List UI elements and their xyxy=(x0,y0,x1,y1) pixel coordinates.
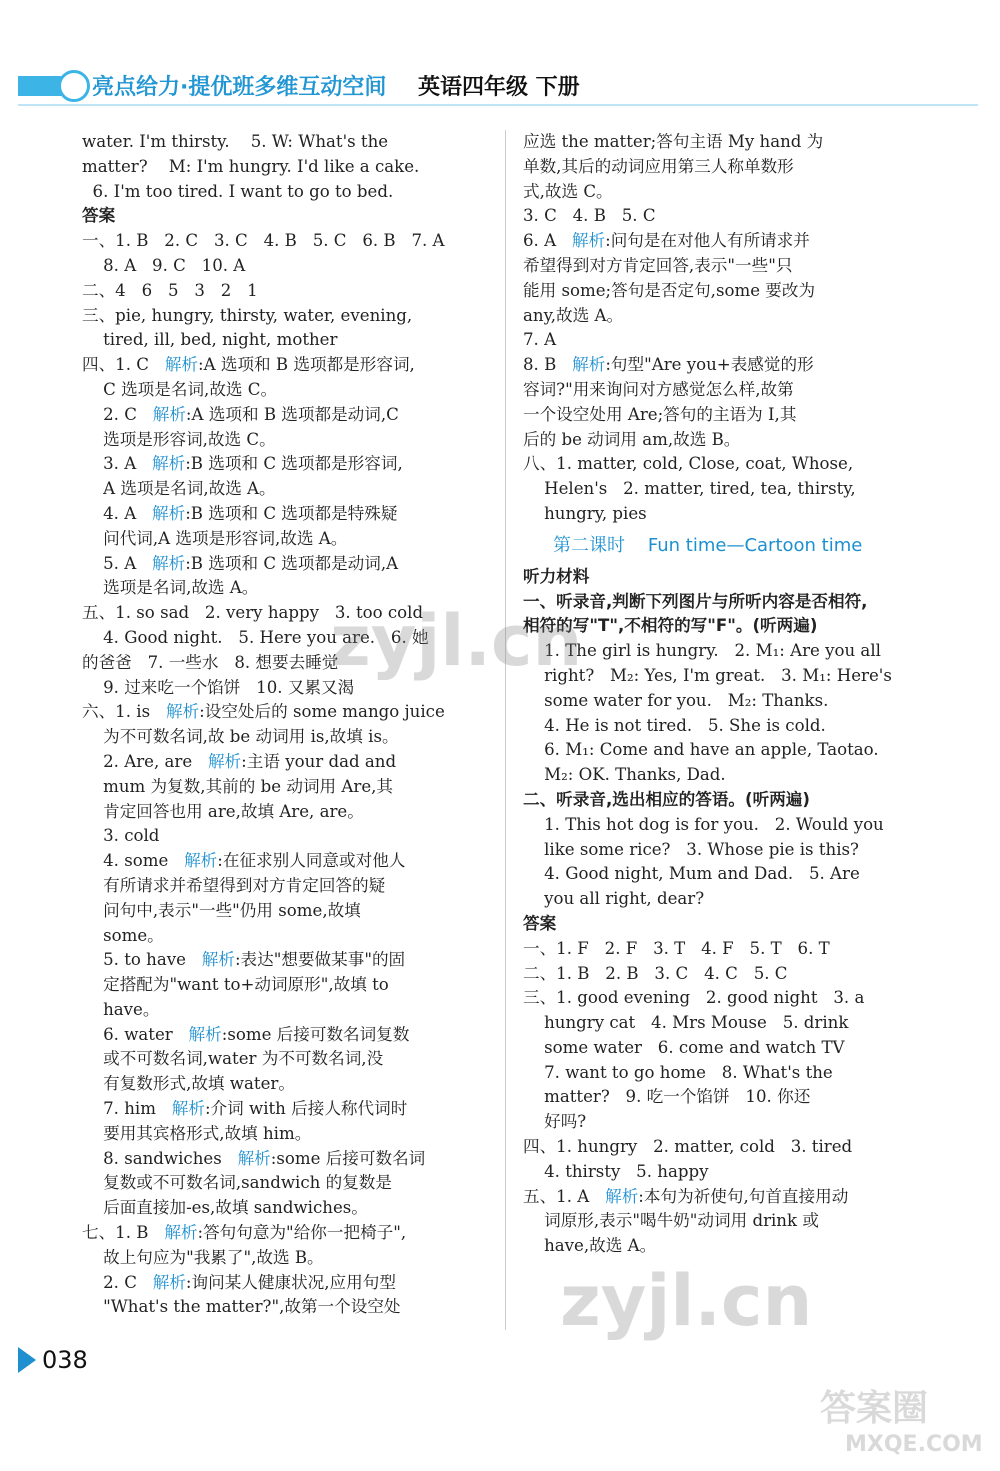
line-text: 4. He is not tired. 5. She is cold. xyxy=(523,715,826,735)
line-text: 2. C xyxy=(82,1272,153,1292)
analysis-text: :主语 your dad and xyxy=(241,751,397,771)
line-text: 4. Good night, Mum and Dad. 5. Are xyxy=(523,864,860,884)
analysis-label: 解析 xyxy=(188,1024,222,1044)
analysis-label: 解析 xyxy=(152,1272,186,1292)
line-text: 三、pie, hungry, thirsty, water, evening, xyxy=(82,305,413,325)
analysis-text: :问句是在对他人有所请求并 xyxy=(605,231,810,251)
text-line xyxy=(82,1221,484,1246)
text-line xyxy=(523,1135,928,1160)
line-text: 2. C xyxy=(82,404,153,424)
line-text: 四、1. C xyxy=(82,355,165,375)
text-line xyxy=(523,962,928,987)
section-heading: 第二课时 Fun time—Cartoon time xyxy=(553,534,863,556)
text-line xyxy=(523,180,928,205)
brand-logo-icon xyxy=(58,70,90,102)
line-text: you all right, dear? xyxy=(523,889,705,909)
text-line xyxy=(523,614,928,639)
text-line xyxy=(82,924,484,949)
line-text: 8. sandwiches xyxy=(82,1148,238,1168)
text-line xyxy=(523,590,928,615)
line-text: 答案 xyxy=(82,206,116,226)
line-text: 7. want to go home 8. What's the xyxy=(523,1062,833,1082)
text-line xyxy=(523,862,928,887)
line-text: 8. A 9. C 10. A xyxy=(82,255,246,275)
line-text: 3. cold xyxy=(82,826,160,846)
text-line xyxy=(82,1271,484,1296)
text-line xyxy=(82,948,484,973)
text-line xyxy=(82,576,484,601)
analysis-text: :some 后接可数名词 xyxy=(270,1148,426,1168)
line-text: matter? M: I'm hungry. I'd like a cake. xyxy=(82,156,420,176)
analysis-text: :在征求别人同意或对他人 xyxy=(217,851,406,871)
analysis-text: :A 选项和 B 选项都是形容词, xyxy=(198,355,415,375)
line-text: 4. A xyxy=(82,503,153,523)
text-line xyxy=(82,1246,484,1271)
analysis-text: :表达"想要做某事"的固 xyxy=(234,950,406,970)
text-line xyxy=(82,973,484,998)
line-text: 4. thirsty 5. happy xyxy=(523,1161,709,1181)
line-text: some。 xyxy=(82,925,164,945)
line-text: 一个设空处用 Are;答句的主语为 I,其 xyxy=(523,404,797,424)
text-line xyxy=(82,1171,484,1196)
line-text: 3. C 4. B 5. C xyxy=(523,206,656,226)
line-text: 要用其宾格形式,故填 him。 xyxy=(82,1123,312,1143)
header-subject: 英语四年级 下册 xyxy=(418,75,580,100)
line-text: 选项是形容词,故选 C。 xyxy=(82,429,276,449)
line-text: 为不可数名词,故 be 动词用 is,故填 is。 xyxy=(82,727,399,747)
text-line xyxy=(523,1185,928,1210)
line-text: water. I'm thirsty. 5. W: What's the xyxy=(82,132,389,151)
analysis-label: 解析 xyxy=(152,503,186,523)
line-text: right? M₂: Yes, I'm great. 3. M₁: Here's xyxy=(523,665,892,685)
line-text: 四、1. hungry 2. matter, cold 3. tired xyxy=(523,1137,853,1157)
text-line xyxy=(523,887,928,912)
text-line xyxy=(523,639,928,664)
line-text: 一、1. F 2. F 3. T 4. F 5. T 6. T xyxy=(523,938,830,958)
text-line xyxy=(82,849,484,874)
text-line xyxy=(523,452,928,477)
text-line xyxy=(82,428,484,453)
line-text: 式,故选 C。 xyxy=(523,181,613,201)
line-text: 8. B xyxy=(523,355,573,375)
text-line xyxy=(523,1085,928,1110)
line-text: 复数或不可数名词,sandwich 的复数是 xyxy=(82,1173,392,1193)
analysis-text: :B 选项和 C 选项都是动词,A xyxy=(185,553,399,573)
line-text: 选项是名词,故选 A。 xyxy=(82,578,259,598)
line-text: some water 6. come and watch TV xyxy=(523,1037,845,1057)
text-line xyxy=(82,899,484,924)
text-line xyxy=(82,1122,484,1147)
text-line xyxy=(523,813,928,838)
text-line xyxy=(82,1196,484,1221)
text-line xyxy=(523,477,928,502)
line-text: hungry, pies xyxy=(523,503,647,523)
text-line xyxy=(523,502,928,527)
line-text: 或不可数名词,water 为不可数名词,没 xyxy=(82,1049,384,1069)
line-text: 答案 xyxy=(523,913,557,933)
text-line xyxy=(82,254,484,279)
line-text: 能用 some;答句是否定句,some 要改为 xyxy=(523,280,816,300)
watermark: zyjl.cn xyxy=(330,600,583,682)
text-line xyxy=(523,130,928,155)
text-line xyxy=(82,750,484,775)
watermark: MXQE.COM xyxy=(845,1432,983,1457)
line-text: 4. some xyxy=(82,851,185,871)
text-line xyxy=(523,304,928,329)
line-text: 问句中,表示"一些"仍用 some,故填 xyxy=(82,900,361,920)
left-column xyxy=(82,130,484,1320)
text-line xyxy=(523,1160,928,1185)
line-text: 的爸爸 7. 一些水 8. 想要去睡觉 xyxy=(82,652,339,672)
analysis-label: 解析 xyxy=(164,355,199,375)
line-text: 希望得到对方肯定回答,表示"一些"只 xyxy=(523,255,793,275)
line-text: 有复数形式,故填 water。 xyxy=(82,1074,295,1094)
analysis-label: 解析 xyxy=(572,355,606,375)
text-line xyxy=(82,328,484,353)
analysis-label: 解析 xyxy=(201,950,235,970)
analysis-text: :询问某人健康状况,应用句型 xyxy=(185,1272,396,1292)
line-text: 9. 过来吃一个馅饼 10. 又累又渴 xyxy=(82,677,355,697)
line-text: 一、1. B 2. C 3. C 4. B 5. C 6. B 7. A xyxy=(82,231,445,251)
page-header xyxy=(0,60,1000,112)
text-line xyxy=(523,1209,928,1234)
line-text: 问代词,A 选项是形容词,故选 A。 xyxy=(82,528,348,548)
line-text: 7. him xyxy=(82,1099,172,1119)
line-text: 六、1. is xyxy=(82,702,166,722)
line-text: M₂: OK. Thanks, Dad. xyxy=(523,765,726,785)
line-text: 2. Are, are xyxy=(82,751,208,771)
text-line xyxy=(82,304,484,329)
line-text: 七、1. B xyxy=(82,1223,165,1243)
line-text: 有所请求并希望得到对方肯定回答的疑 xyxy=(82,875,386,895)
text-line xyxy=(523,912,928,937)
text-line xyxy=(523,328,928,353)
line-text: 三、1. good evening 2. good night 3. a xyxy=(523,988,865,1008)
line-text: mum 为复数,其前的 be 动词用 Are,其 xyxy=(82,776,394,796)
line-text: 后的 be 动词用 am,故选 B。 xyxy=(523,429,741,449)
text-line xyxy=(82,477,484,502)
text-line xyxy=(82,1097,484,1122)
analysis-text: :本句为祈使句,句首直接用动 xyxy=(638,1186,849,1206)
line-text: 1. This hot dog is for you. 2. Would you xyxy=(523,814,884,834)
text-line xyxy=(523,1234,928,1259)
text-line xyxy=(82,279,484,304)
line-text: "What's the matter?",故第一个设空处 xyxy=(82,1297,401,1317)
line-text: 二、1. B 2. B 3. C 4. C 5. C xyxy=(523,963,788,983)
text-line xyxy=(82,775,484,800)
text-line xyxy=(82,998,484,1023)
header-rule xyxy=(18,104,978,106)
line-text: 6. water xyxy=(82,1024,189,1044)
analysis-text: :A 选项和 B 选项都是动词,C xyxy=(185,404,399,424)
line-text: 7. A xyxy=(523,330,557,350)
line-text: 定搭配为"want to+动词原形",故填 to xyxy=(82,975,389,995)
text-line xyxy=(82,502,484,527)
text-line xyxy=(523,254,928,279)
line-text: 应选 the matter;答句主语 My hand 为 xyxy=(523,132,824,151)
text-line xyxy=(523,155,928,180)
text-line xyxy=(523,204,928,229)
page-number: 038 xyxy=(42,1346,88,1374)
analysis-label: 解析 xyxy=(152,404,186,424)
analysis-label: 解析 xyxy=(184,851,218,871)
text-line xyxy=(523,565,928,590)
line-text: matter? 9. 吃一个馅饼 10. 你还 xyxy=(523,1087,811,1107)
text-line xyxy=(82,527,484,552)
line-text: tired, ill, bed, night, mother xyxy=(82,330,338,350)
text-line xyxy=(82,229,484,254)
analysis-text: :答句句意为"给你一把椅子", xyxy=(197,1223,407,1243)
line-text: some water for you. M₂: Thanks. xyxy=(523,690,829,710)
text-line xyxy=(82,130,484,155)
line-text: 五、1. so sad 2. very happy 3. too cold xyxy=(82,603,424,623)
line-text: like some rice? 3. Whose pie is this? xyxy=(523,839,859,859)
analysis-label: 解析 xyxy=(171,1099,205,1119)
line-text: C 选项是名词,故选 C。 xyxy=(82,379,278,399)
text-line xyxy=(82,155,484,180)
column-divider xyxy=(505,130,506,1330)
line-text: 6. A xyxy=(523,231,572,251)
page-number-block xyxy=(18,1346,88,1374)
text-line xyxy=(523,353,928,378)
analysis-label: 解析 xyxy=(152,454,186,474)
line-text: 4. Good night. 5. Here you are. 6. 她 xyxy=(82,627,429,647)
text-line xyxy=(523,1036,928,1061)
text-line xyxy=(523,838,928,863)
line-text: 五、1. A xyxy=(523,1186,606,1206)
line-text: have。 xyxy=(82,999,160,1019)
line-text: 一、听录音,判断下列图片与所听内容是否相符, xyxy=(523,591,868,611)
line-text: 八、1. matter, cold, Close, coat, Whose, xyxy=(523,454,854,474)
line-text: 6. I'm too tired. I want to go to bed. xyxy=(82,181,394,201)
text-line xyxy=(82,1295,484,1320)
analysis-label: 解析 xyxy=(571,231,606,251)
analysis-text: :设空处后的 some mango juice xyxy=(199,702,445,722)
analysis-text: :句型"Are you+表感觉的形 xyxy=(605,355,814,375)
text-line xyxy=(523,1110,928,1135)
analysis-text: :介词 with 后接人称代词时 xyxy=(204,1099,408,1119)
text-line xyxy=(523,229,928,254)
text-line xyxy=(82,378,484,403)
text-line xyxy=(523,788,928,813)
analysis-text: :B 选项和 C 选项都是形容词, xyxy=(185,454,403,474)
text-line xyxy=(82,800,484,825)
line-text: A 选项是名词,故选 A。 xyxy=(82,479,276,499)
text-line xyxy=(82,452,484,477)
watermark: zyjl.cn xyxy=(560,1260,813,1342)
page-arrow-icon xyxy=(18,1347,36,1373)
line-text: 单数,其后的动词应用第三人称单数形 xyxy=(523,156,794,176)
text-line xyxy=(523,937,928,962)
analysis-label: 解析 xyxy=(164,1223,198,1243)
line-text: 1. The girl is hungry. 2. M₁: Are you all xyxy=(523,641,881,661)
text-line xyxy=(523,279,928,304)
text-line xyxy=(523,664,928,689)
line-text: 二、听录音,选出相应的答语。(听两遍) xyxy=(523,789,810,809)
analysis-label: 解析 xyxy=(605,1186,639,1206)
text-line xyxy=(82,1023,484,1048)
analysis-text: :some 后接可数名词复数 xyxy=(221,1024,410,1044)
text-line xyxy=(82,180,484,205)
text-line xyxy=(523,428,928,453)
text-line xyxy=(523,403,928,428)
line-text: 3. A xyxy=(82,454,153,474)
text-line xyxy=(82,700,484,725)
line-text: 5. A xyxy=(82,553,153,573)
text-line xyxy=(82,725,484,750)
text-line xyxy=(523,738,928,763)
line-text: hungry cat 4. Mrs Mouse 5. drink xyxy=(523,1013,849,1033)
line-text: 听力材料 xyxy=(523,566,590,586)
line-text: have,故选 A。 xyxy=(523,1236,657,1256)
analysis-label: 解析 xyxy=(165,702,200,722)
text-line xyxy=(82,403,484,428)
text-line xyxy=(82,1072,484,1097)
text-line xyxy=(523,1011,928,1036)
line-text: 故上句应为"我累了",故选 B。 xyxy=(82,1247,324,1267)
line-text: 后面直接加-es,故填 sandwiches。 xyxy=(82,1198,368,1218)
text-line xyxy=(82,824,484,849)
text-line xyxy=(82,353,484,378)
analysis-label: 解析 xyxy=(207,751,242,771)
line-text: 词原形,表示"喝牛奶"动词用 drink 或 xyxy=(523,1211,819,1231)
line-text: 5. to have xyxy=(82,950,202,970)
line-text: 二、4 6 5 3 2 1 xyxy=(82,280,258,300)
line-text: 肯定回答也用 are,故填 Are, are。 xyxy=(82,801,364,821)
text-line xyxy=(523,1061,928,1086)
text-line xyxy=(523,986,928,1011)
text-line xyxy=(523,714,928,739)
text-line xyxy=(82,204,484,229)
text-line xyxy=(523,689,928,714)
text-line xyxy=(82,1047,484,1072)
line-text: Helen's 2. matter, tired, tea, thirsty, xyxy=(523,479,856,499)
analysis-label: 解析 xyxy=(237,1148,271,1168)
line-text: 相符的写"T",不相符的写"F"。(听两遍) xyxy=(523,616,818,636)
header-brand: 亮点给力·提优班多维互动空间 xyxy=(92,75,387,100)
text-line xyxy=(82,552,484,577)
analysis-text: :B 选项和 C 选项都是特殊疑 xyxy=(185,503,398,523)
text-line xyxy=(82,874,484,899)
line-text: any,故选 A。 xyxy=(523,305,624,325)
analysis-label: 解析 xyxy=(152,553,186,573)
text-line xyxy=(523,763,928,788)
right-column xyxy=(523,130,928,1259)
watermark: 答案圈 xyxy=(820,1388,929,1429)
line-text: 容词?"用来询问对方感觉怎么样,故第 xyxy=(523,379,794,399)
text-line xyxy=(523,378,928,403)
line-text: 6. M₁: Come and have an apple, Taotao. xyxy=(523,740,879,760)
text-line xyxy=(82,1147,484,1172)
line-text: 好吗? xyxy=(523,1112,587,1132)
